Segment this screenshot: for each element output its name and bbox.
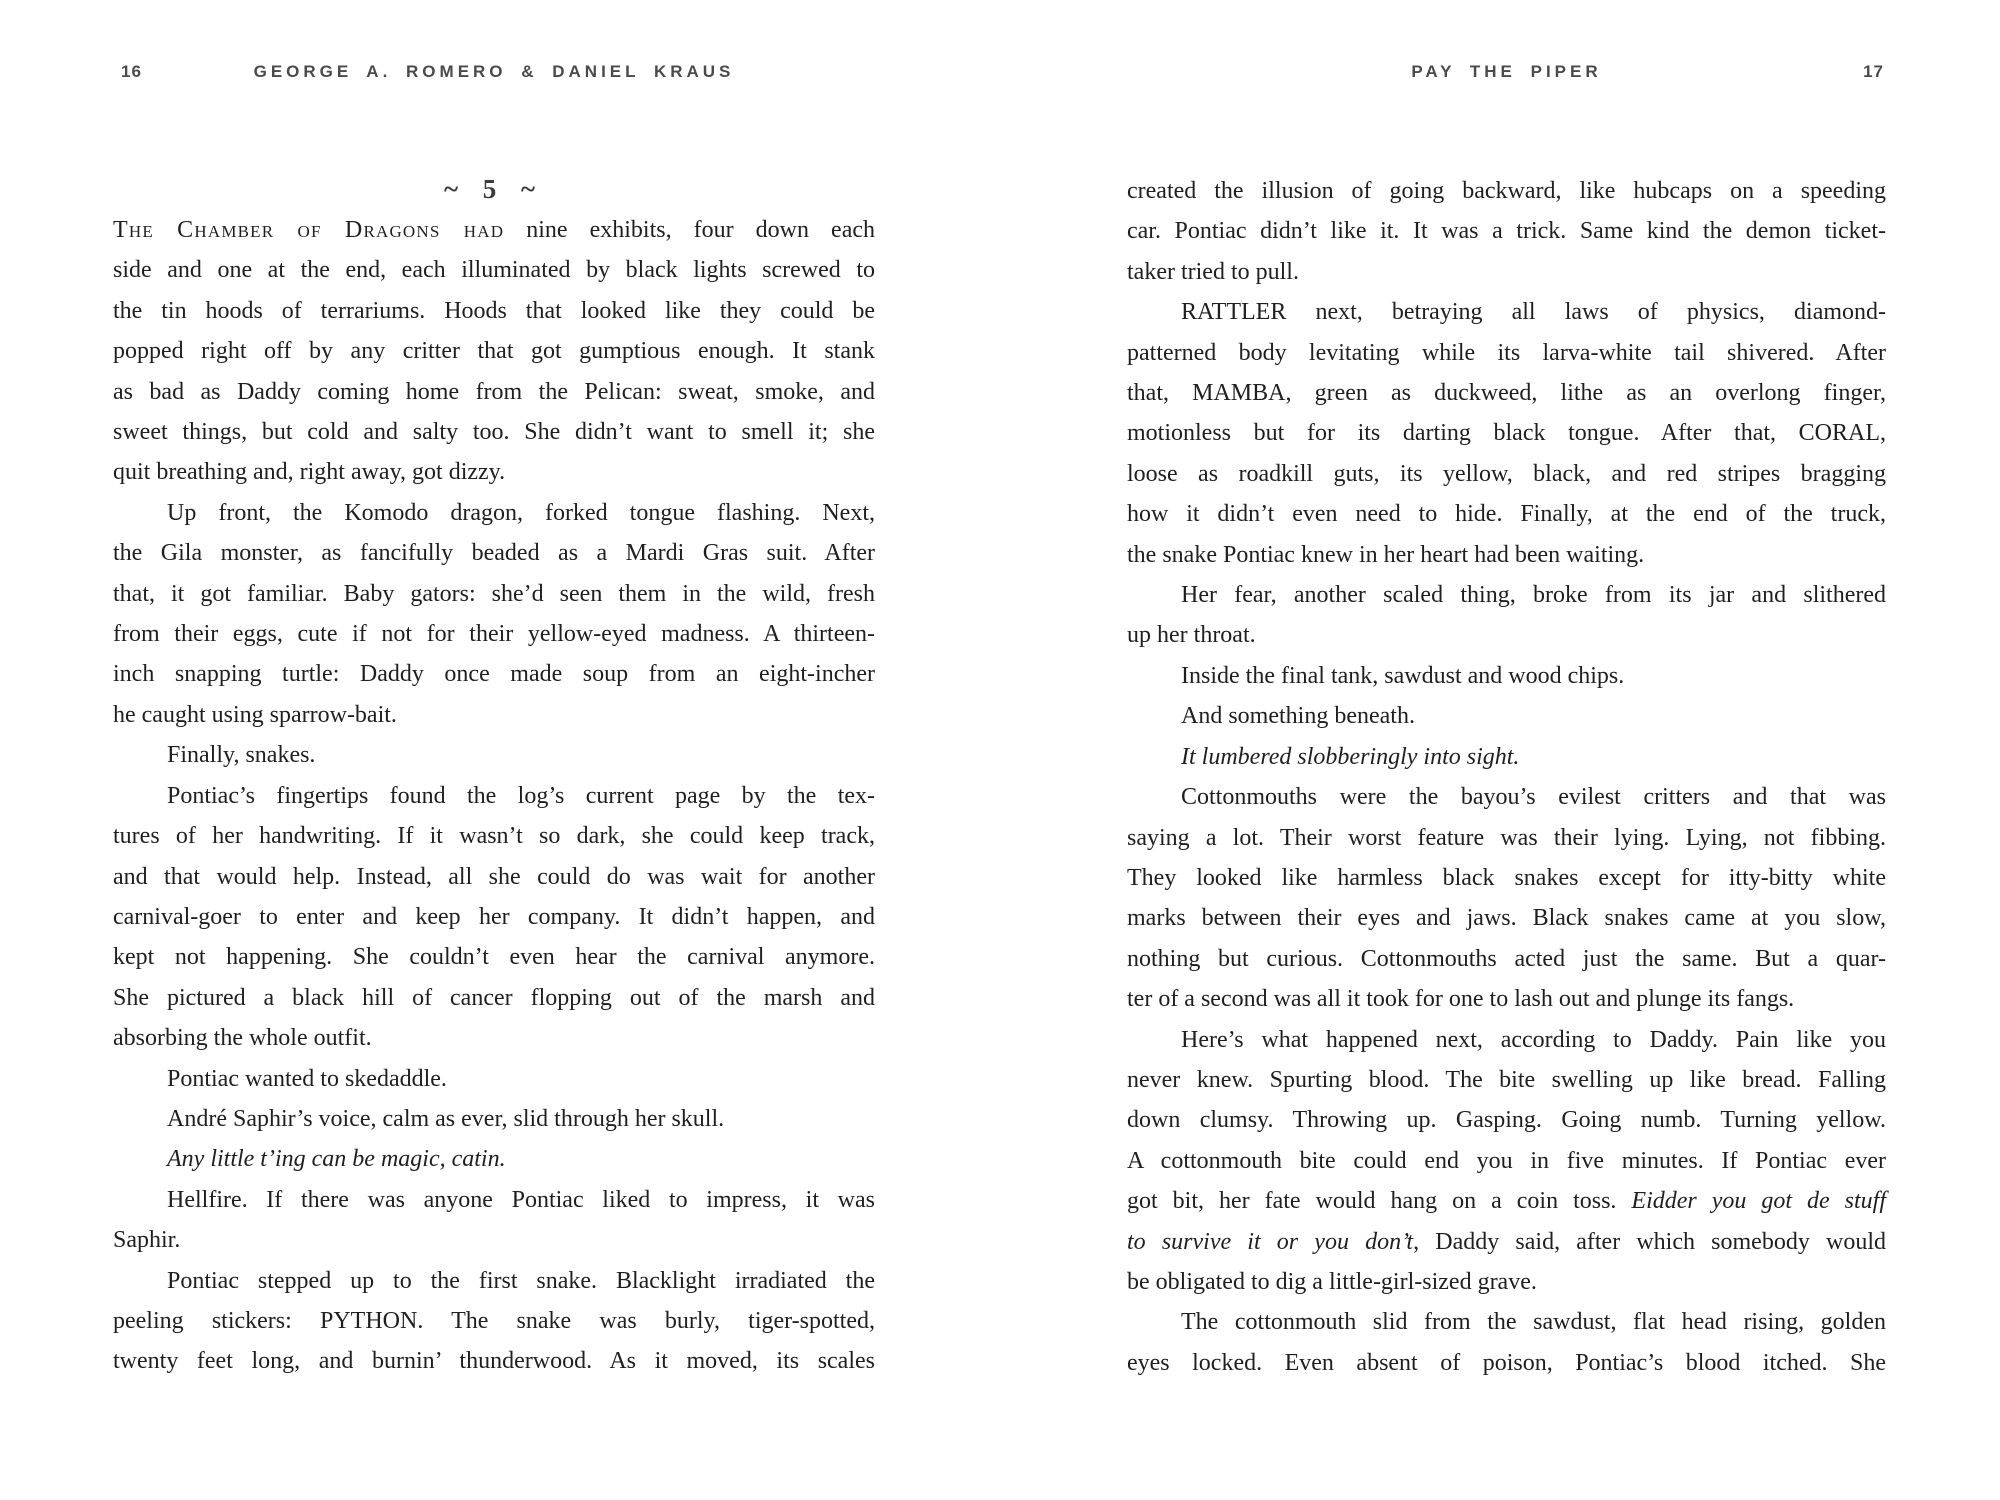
text-line [113,493,875,533]
text-line [113,1301,875,1341]
right-running-head: PAY THE PIPER [1411,62,1602,81]
body-text: the snake Pontiac knew in her heart had been waiting. [1127,541,1645,568]
text-line [113,1341,875,1381]
text-line [113,897,875,937]
right-page-text [1127,171,1886,1383]
body-text: and that would help. Instead, all she could do was wait for another [113,863,875,890]
body-text: created the illusion of going backward, like hubcaps on a speeding [1127,178,1886,204]
body-text: Cottonmouths were the bayou’s evilest critters and that was [1181,784,1886,811]
body-text: that, MAMBA, green as duckweed, lithe as an overlong finger, [1127,380,1886,407]
text-line [1127,171,1886,211]
body-text: inch snapping turtle: Daddy once made soup from an eight-incher [113,661,875,688]
body-text: eyes locked. Even absent of poison, Pontiac’s blood itched. She [1127,1349,1886,1376]
text-line [113,210,875,250]
body-text: They looked like harmless black snakes except for itty-bitty white [1127,864,1886,891]
body-text: motionless but for its darting black tongue. After that, CORAL, [1127,420,1886,447]
text-line [113,978,875,1018]
text-line [1127,696,1886,736]
text-line [1127,211,1886,251]
body-text: the Gila monster, as fancifully beaded as a Mardi Gras suit. After [113,540,875,567]
text-line [1127,1262,1886,1302]
text-line [1127,818,1886,858]
text-line [1127,1343,1886,1383]
body-text: tures of her handwriting. If it wasn’t so dark, she could keep track, [113,823,875,850]
body-text: And something beneath. [1181,703,1415,730]
text-line [1127,1100,1886,1140]
body-text: A cottonmouth bite could end you in five minutes. If Pontiac ever [1127,1147,1886,1174]
left-running-head: GEORGE A. ROMERO & DANIEL KRAUS [253,62,735,81]
body-text: RATTLER next, betraying all laws of physics, diamond- [1181,299,1886,326]
text-line [113,776,875,816]
body-text: , Daddy said, after which somebody would [1413,1228,1886,1255]
body-text: Pontiac stepped up to the first snake. Blacklight irradiated the [167,1267,875,1294]
left-page-text [113,210,875,1382]
text-line [1127,656,1886,696]
body-text: carnival-goer to enter and keep her company. It didn’t happen, and [113,903,875,930]
text-line [113,614,875,654]
text-line [1127,1181,1886,1221]
text-line [1127,252,1886,292]
body-text: as bad as Daddy coming home from the Pelican: sweat, smoke, and [113,378,875,405]
italic-text: Eidder you got de stuff [1631,1188,1886,1215]
body-text: Inside the final tank, sawdust and wood chips. [1181,662,1625,689]
text-line [1127,292,1886,332]
body-text: twenty feet long, and burnin’ thunderwood. As it moved, its scales [113,1348,875,1375]
text-line [113,654,875,694]
body-text: nine exhibits, four down each [504,217,875,243]
small-caps-text: The Chamber of Dragons had [113,217,505,243]
body-text: the tin hoods of terrariums. Hoods that looked like they could be [113,297,875,324]
body-text: Hellfire. If there was anyone Pontiac liked to impress, it was [167,1186,875,1213]
body-text: She pictured a black hill of cancer flopping out of the marsh and [113,984,875,1011]
body-text: how it didn’t even need to hide. Finally, at the end of the truck, [1127,501,1886,528]
body-text: sweet things, but cold and salty too. She didn’t want to smell it; she [113,419,875,446]
body-text: André Saphir’s voice, calm as ever, slid through her skull. [167,1105,725,1132]
body-text: nothing but curious. Cottonmouths acted just the same. But a quar- [1127,945,1886,972]
left-page-number: 16 [121,62,142,81]
text-line [1127,979,1886,1019]
text-line [1127,333,1886,373]
body-text: that, it got familiar. Baby gators: she’d seen them in the wild, fresh [113,580,875,607]
text-line [113,1099,875,1139]
right-page-header [1127,62,1886,84]
body-text: patterned body levitating while its larva-white tail shivered. After [1127,339,1886,366]
body-text: Pontiac wanted to skedaddle. [167,1065,447,1092]
italic-text: to survive it or you don’t [1127,1228,1414,1255]
body-text: The cottonmouth slid from the sawdust, flat head rising, golden [1181,1309,1886,1336]
body-text: Finally, snakes. [167,742,316,769]
text-line [113,695,875,735]
body-text: saying a lot. Their worst feature was their lying. Lying, not fibbing. [1127,824,1886,851]
body-text: got bit, her fate would hang on a coin toss. [1127,1188,1632,1215]
text-line [113,1139,875,1179]
text-line [113,1059,875,1099]
italic-text: Any little t’ing can be magic, catin. [167,1146,506,1173]
italic-text: It lumbered slobberingly into sight. [1181,743,1520,770]
body-text: up her throat. [1127,622,1256,649]
body-text: car. Pontiac didn’t like it. It was a trick. Same kind the demon ticket- [1127,218,1886,245]
body-text: side and one at the end, each illuminated by black lights screwed to [113,257,875,284]
text-line [1127,1020,1886,1060]
body-text: loose as roadkill guts, its yellow, black, and red stripes bragging [1127,460,1886,487]
body-text: marks between their eyes and jaws. Black snakes came at you slow, [1127,905,1886,932]
text-line [113,291,875,331]
right-page-number: 17 [1863,62,1884,81]
text-line [113,250,875,290]
text-line [1127,1222,1886,1262]
text-line [1127,615,1886,655]
text-line [1127,898,1886,938]
left-page-header [113,62,875,84]
text-line [1127,413,1886,453]
body-text: Saphir. [113,1227,181,1254]
text-line [1127,373,1886,413]
chapter-heading: ~ 5 ~ [443,174,545,204]
body-text: quit breathing and, right away, got dizzy. [113,459,506,486]
text-line [1127,454,1886,494]
body-text: absorbing the whole outfit. [113,1025,372,1052]
text-line [113,937,875,977]
text-line [113,331,875,371]
text-line [1127,535,1886,575]
body-text: be obligated to dig a little-girl-sized grave. [1127,1268,1537,1295]
body-text: popped right off by any critter that got gumptious enough. It stank [113,338,875,365]
text-line [1127,1141,1886,1181]
body-text: never knew. Spurting blood. The bite swelling up like bread. Falling [1127,1066,1886,1093]
text-line [1127,737,1886,777]
text-line [1127,1060,1886,1100]
text-line [1127,494,1886,534]
body-text: peeling stickers: PYTHON. The snake was burly, tiger-spotted, [113,1307,875,1334]
body-text: ter of a second was all it took for one to lash out and plunge its fangs. [1127,986,1795,1013]
body-text: he caught using sparrow-bait. [113,701,397,728]
text-line [113,816,875,856]
text-line [113,735,875,775]
text-line [113,452,875,492]
text-line [1127,575,1886,615]
text-line [1127,939,1886,979]
text-line [113,533,875,573]
text-line [1127,777,1886,817]
text-line [113,372,875,412]
body-text: Pontiac’s fingertips found the log’s current page by the tex- [167,782,875,809]
body-text: kept not happening. She couldn’t even hear the carnival anymore. [113,944,875,971]
body-text: from their eggs, cute if not for their yellow-eyed madness. A thirteen- [113,621,875,648]
body-text: taker tried to pull. [1127,258,1299,285]
body-text: Up front, the Komodo dragon, forked tongue flashing. Next, [167,499,875,526]
text-line [1127,1302,1886,1342]
body-text: Her fear, another scaled thing, broke from its jar and slithered [1181,582,1886,609]
text-line [113,412,875,452]
body-text: down clumsy. Throwing up. Gasping. Going numb. Turning yellow. [1127,1107,1886,1134]
body-text: Here’s what happened next, according to Daddy. Pain like you [1181,1026,1886,1053]
text-line [113,1180,875,1220]
text-line [113,574,875,614]
text-line [113,1018,875,1058]
text-line [113,1220,875,1260]
text-line [1127,858,1886,898]
text-line [113,857,875,897]
text-line [113,1261,875,1301]
